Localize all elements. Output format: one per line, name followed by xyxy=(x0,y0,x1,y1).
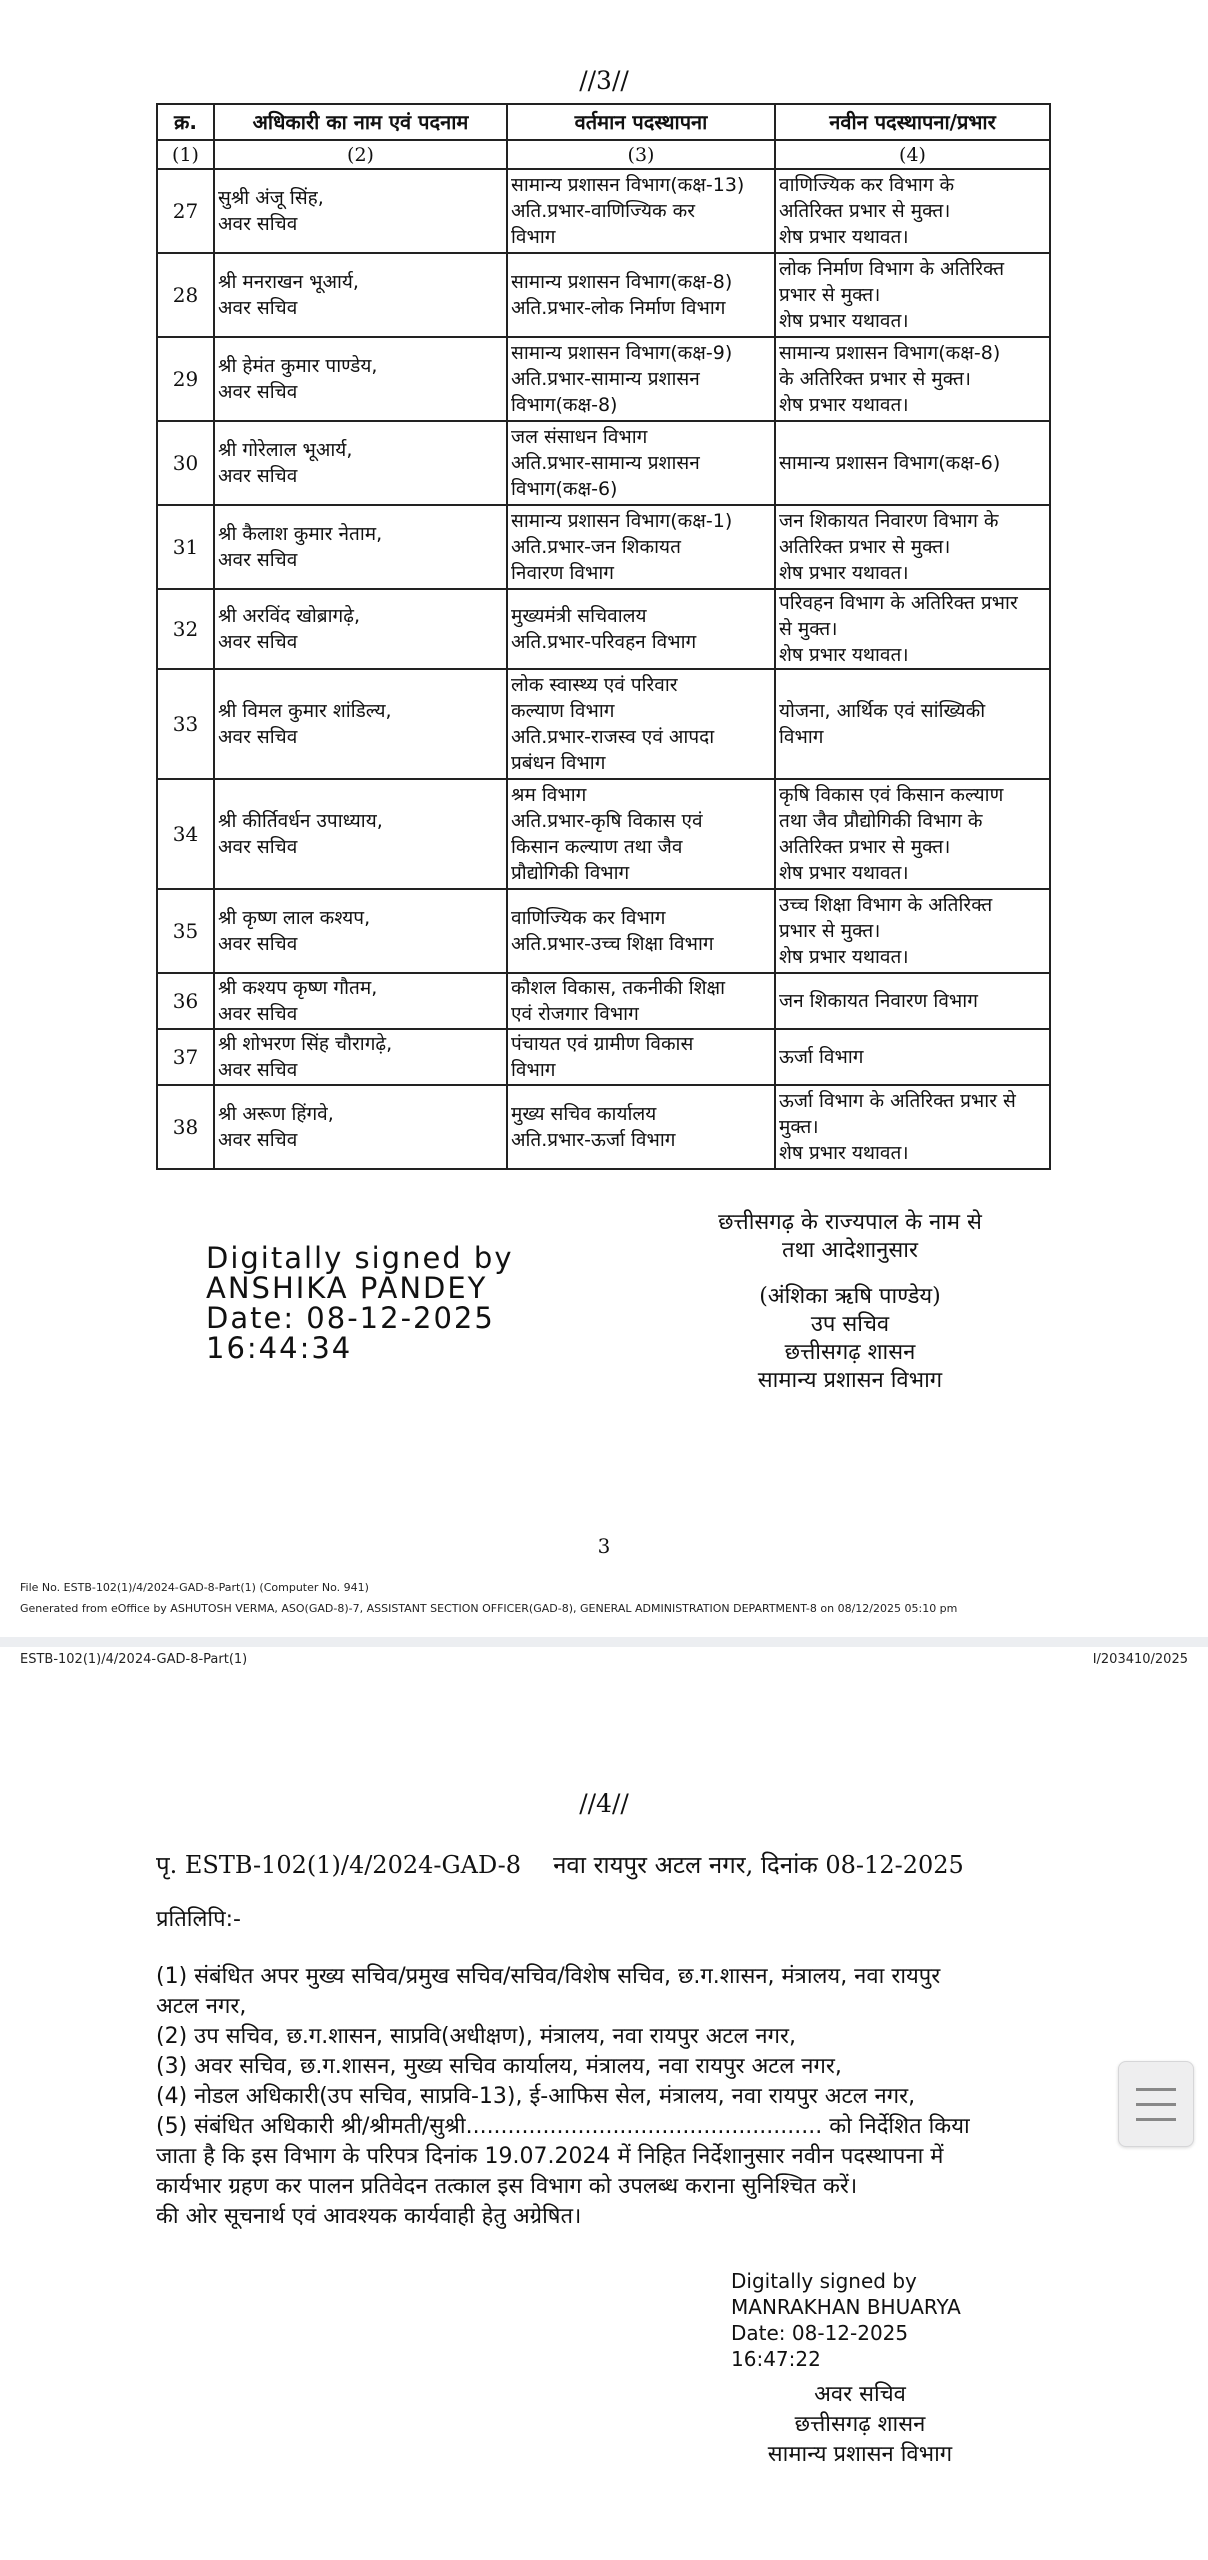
cell-line: विभाग(कक्ष-6) xyxy=(511,478,618,500)
cell-line: जन शिकायत निवारण विभाग xyxy=(779,990,978,1012)
cell-line: श्री विमल कुमार शांडिल्य, xyxy=(218,700,392,722)
page4-header-file: ESTB-102(1)/4/2024-GAD-8-Part(1) xyxy=(20,1652,248,1667)
table-header-row xyxy=(157,104,1050,140)
copy-label: प्रतिलिपि:- xyxy=(156,1907,241,1932)
current-posting-cell xyxy=(507,589,775,669)
cell-line: मुक्त। xyxy=(779,1116,819,1138)
footer-generated: Generated from eOffice by ASHUTOSH VERMA, ASO(GAD-8)-7, ASSISTANT SECTION OFFICER(GAD-8), GENERAL ADMINISTRATION DEPARTMENT-8 on 08/12/2025 05:10 pm xyxy=(20,1602,958,1615)
cell-line: प्रभार से मुक्त। xyxy=(779,920,881,942)
signature-line: ANSHIKA PANDEY xyxy=(206,1271,488,1305)
current-posting-cell xyxy=(507,889,775,973)
current-posting-cell xyxy=(507,1085,775,1169)
officer-name-cell xyxy=(214,889,507,973)
table-row xyxy=(157,1085,1050,1169)
signature-line: 16:44:34 xyxy=(206,1331,353,1365)
cell-line: के अतिरिक्त प्रभार से मुक्त। xyxy=(779,368,972,390)
cell-line: सामान्य प्रशासन विभाग(कक्ष-8) xyxy=(511,271,733,293)
cell-line: ऊर्जा विभाग xyxy=(779,1046,864,1068)
table-row xyxy=(157,589,1050,669)
copy-list-line: (2) उप सचिव, छ.ग.शासन, साप्रवि(अधीक्षण), मंत्रालय, नवा रायपुर अटल नगर, xyxy=(156,2024,796,2049)
table-subheader-row xyxy=(157,140,1050,169)
cell-line: अति.प्रभार-कृषि विकास एवं xyxy=(511,810,703,832)
serial-cell: 37 xyxy=(157,1029,214,1085)
cell-line: जन शिकायत निवारण विभाग के xyxy=(779,510,999,532)
table-row xyxy=(157,1029,1050,1085)
copy-list-line: की ओर सूचनार्थ एवं आवश्यक कार्यवाही हेतु अग्रेषित। xyxy=(156,2204,582,2229)
signature-line: Date: 08-12-2025 xyxy=(731,2321,909,2345)
new-posting-cell xyxy=(775,669,1050,779)
copy-list-line: अटल नगर, xyxy=(156,1994,247,2019)
cell-line: सामान्य प्रशासन विभाग(कक्ष-8) xyxy=(779,342,1001,364)
serial-cell: 28 xyxy=(157,253,214,337)
cell-line: सामान्य प्रशासन विभाग(कक्ष-9) xyxy=(511,342,733,364)
cell-line: विभाग xyxy=(511,1059,556,1081)
cell-line: शेष प्रभार यथावत। xyxy=(779,310,909,332)
new-posting-cell xyxy=(775,421,1050,505)
cell-line: वाणिज्यिक कर विभाग xyxy=(511,907,666,929)
serial-cell: 27 xyxy=(157,169,214,253)
cell-line: ऊर्जा विभाग के अतिरिक्त प्रभार से xyxy=(779,1090,1016,1112)
cell-line: शेष प्रभार यथावत। xyxy=(779,562,909,584)
cell-line: शेष प्रभार यथावत। xyxy=(779,1142,909,1164)
cell-line: निवारण विभाग xyxy=(511,562,614,584)
cell-line: अवर सचिव xyxy=(218,549,298,571)
cell-line: श्री कृष्ण लाल कश्यप, xyxy=(218,907,371,929)
cell-line: कृषि विकास एवं किसान कल्याण xyxy=(779,784,1004,806)
cell-line: श्री हेमंत कुमार पाण्डेय, xyxy=(218,355,378,377)
cell-line: लोक निर्माण विभाग के अतिरिक्त xyxy=(779,258,1005,280)
cell-line: अवर सचिव xyxy=(218,1003,298,1025)
copy-list-line: (1) संबंधित अपर मुख्य सचिव/प्रमुख सचिव/सचिव/विशेष सचिव, छ.ग.शासन, मंत्रालय, नवा रायपुर xyxy=(156,1964,941,1989)
subheader-4: (4) xyxy=(775,140,1050,169)
cell-line: अति.प्रभार-उच्च शिक्षा विभाग xyxy=(511,933,714,955)
new-posting-cell xyxy=(775,169,1050,253)
cell-line: अतिरिक्त प्रभार से मुक्त। xyxy=(779,536,951,558)
cell-line: उच्च शिक्षा विभाग के अतिरिक्त xyxy=(779,894,993,916)
cell-line: से मुक्त। xyxy=(779,618,838,640)
digital-signature-manrakhan xyxy=(731,2268,961,2372)
officer-name-cell xyxy=(214,253,507,337)
table-body xyxy=(157,169,1050,1169)
cell-line: तथा जैव प्रौद्योगिकी विभाग के xyxy=(779,810,983,832)
signature-line: Digitally signed by xyxy=(206,1241,514,1275)
cell-line: अति.प्रभार-परिवहन विभाग xyxy=(511,631,697,653)
page-number-3: 3 xyxy=(597,1534,611,1558)
copy-list-line: (4) नोडल अधिकारी(उप सचिव, साप्रवि-13), ई-आफिस सेल, मंत्रालय, नवा रायपुर अटल नगर, xyxy=(156,2084,916,2109)
cell-line: अति.प्रभार-राजस्व एवं आपदा xyxy=(511,726,715,748)
cell-line: प्रबंधन विभाग xyxy=(511,752,606,774)
table-row xyxy=(157,973,1050,1029)
serial-cell: 30 xyxy=(157,421,214,505)
cell-line: अवर सचिव xyxy=(218,631,298,653)
table-row xyxy=(157,779,1050,889)
cell-line: विभाग xyxy=(779,726,824,748)
signature-line: MANRAKHAN BHUARYA xyxy=(731,2295,961,2319)
copy-list-line: जाता है कि इस विभाग के परिपत्र दिनांक 19.07.2024 में निहित निर्देशानुसार नवीन पदस्थापना में xyxy=(156,2144,944,2169)
cell-line: श्री मनराखन भूआर्य, xyxy=(218,271,359,293)
serial-cell: 29 xyxy=(157,337,214,421)
officer-name-cell xyxy=(214,669,507,779)
officer-name-cell xyxy=(214,169,507,253)
order-line: छत्तीसगढ़ के राज्यपाल के नाम से xyxy=(718,1210,982,1235)
cell-line: अतिरिक्त प्रभार से मुक्त। xyxy=(779,200,951,222)
cell-line: श्री कश्यप कृष्ण गौतम, xyxy=(218,977,378,999)
current-posting-cell xyxy=(507,669,775,779)
reference-place-date: नवा रायपुर अटल नगर, दिनांक 08-12-2025 xyxy=(553,1851,964,1879)
serial-cell: 32 xyxy=(157,589,214,669)
cell-line: अतिरिक्त प्रभार से मुक्त। xyxy=(779,836,951,858)
cell-line: मुख्य सचिव कार्यालय xyxy=(511,1103,657,1125)
cell-line: सुश्री अंजू सिंह, xyxy=(218,187,324,209)
current-posting-cell xyxy=(507,169,775,253)
cell-line: सामान्य प्रशासन विभाग(कक्ष-13) xyxy=(511,174,745,196)
cell-line: अवर सचिव xyxy=(218,213,298,235)
new-posting-cell xyxy=(775,589,1050,669)
cell-line: शेष प्रभार यथावत। xyxy=(779,226,909,248)
digital-signature-anshika xyxy=(206,1243,513,1363)
new-posting-cell xyxy=(775,253,1050,337)
cell-line: अवर सचिव xyxy=(218,465,298,487)
copy-list xyxy=(156,1962,1061,2232)
current-posting-cell xyxy=(507,1029,775,1085)
cell-line: श्री गोरेलाल भूआर्य, xyxy=(218,439,353,461)
subheader-2: (2) xyxy=(214,140,507,169)
subheader-1: (1) xyxy=(157,140,214,169)
current-posting-cell xyxy=(507,779,775,889)
cell-line: अति.प्रभार-जन शिकायत xyxy=(511,536,681,558)
cell-line: अति.प्रभार-वाणिज्यिक कर xyxy=(511,200,695,222)
cell-line: अवर सचिव xyxy=(218,836,298,858)
table-row xyxy=(157,337,1050,421)
serial-cell: 31 xyxy=(157,505,214,589)
new-posting-cell xyxy=(775,337,1050,421)
new-posting-cell xyxy=(775,779,1050,889)
new-posting-cell xyxy=(775,889,1050,973)
order-signatory-block xyxy=(660,1209,1040,1395)
reference-line xyxy=(156,1848,964,1881)
page-separator xyxy=(0,1637,1208,1647)
table-row xyxy=(157,889,1050,973)
serial-cell: 33 xyxy=(157,669,214,779)
copy-list-line: कार्यभार ग्रहण कर पालन प्रतिवेदन तत्काल इस विभाग को उपलब्ध कराना सुनिश्चित करें। xyxy=(156,2174,858,2199)
page4-header-number: I/203410/2025 xyxy=(1092,1652,1188,1667)
cell-line: प्रभार से मुक्त। xyxy=(779,284,881,306)
cell-line: कौशल विकास, तकनीकी शिक्षा xyxy=(511,977,726,999)
header-current-posting: वर्तमान पदस्थापना xyxy=(507,104,775,140)
officer-name-cell xyxy=(214,779,507,889)
header-serial: क्र. xyxy=(157,104,214,140)
cell-line: सामान्य प्रशासन विभाग(कक्ष-1) xyxy=(511,510,733,532)
order-line: सामान्य प्रशासन विभाग xyxy=(757,1368,943,1393)
cell-line: अति.प्रभार-सामान्य प्रशासन xyxy=(511,368,700,390)
current-posting-cell xyxy=(507,253,775,337)
officer-name-cell xyxy=(214,505,507,589)
cell-line: शेष प्रभार यथावत। xyxy=(779,946,909,968)
cell-line: श्री कैलाश कुमार नेताम, xyxy=(218,523,383,545)
cell-line: अति.प्रभार-ऊर्जा विभाग xyxy=(511,1129,676,1151)
new-posting-cell xyxy=(775,505,1050,589)
serial-cell: 36 xyxy=(157,973,214,1029)
order-line: तथा आदेशानुसार xyxy=(782,1238,918,1263)
cell-line: किसान कल्याण तथा जैव xyxy=(511,836,683,858)
cell-line: श्री अरूण हिंगवे, xyxy=(218,1103,334,1125)
new-posting-cell xyxy=(775,973,1050,1029)
officer-name-cell xyxy=(214,589,507,669)
table-row xyxy=(157,421,1050,505)
signature-line: Date: 08-12-2025 xyxy=(206,1301,495,1335)
current-posting-cell xyxy=(507,421,775,505)
cell-line: सामान्य प्रशासन विभाग(कक्ष-6) xyxy=(779,452,1001,474)
hamburger-menu-icon[interactable] xyxy=(1118,2061,1194,2147)
copy-list-line: (3) अवर सचिव, छ.ग.शासन, मुख्य सचिव कार्यालय, मंत्रालय, नवा रायपुर अटल नगर, xyxy=(156,2054,842,2079)
cell-line: अवर सचिव xyxy=(218,726,298,748)
signature-line: 16:47:22 xyxy=(731,2347,821,2371)
current-posting-cell xyxy=(507,505,775,589)
cell-line: विभाग xyxy=(511,226,556,248)
new-posting-cell xyxy=(775,1085,1050,1169)
subheader-3: (3) xyxy=(507,140,775,169)
cell-line: अवर सचिव xyxy=(218,381,298,403)
cell-line: पंचायत एवं ग्रामीण विकास xyxy=(511,1033,694,1055)
current-posting-cell xyxy=(507,337,775,421)
cell-line: श्री अरविंद खोब्रागढ़े, xyxy=(218,605,360,627)
signatory-block xyxy=(700,2380,1020,2470)
officer-name-cell xyxy=(214,1029,507,1085)
officer-name-cell xyxy=(214,973,507,1029)
reference-number: पृ. ESTB-102(1)/4/2024-GAD-8 xyxy=(156,1851,522,1879)
officer-name-cell xyxy=(214,1085,507,1169)
table-row xyxy=(157,169,1050,253)
header-officer-name: अधिकारी का नाम एवं पदनाम xyxy=(214,104,507,140)
signatory-line: सामान्य प्रशासन विभाग xyxy=(767,2442,953,2467)
table-row xyxy=(157,505,1050,589)
current-posting-cell xyxy=(507,973,775,1029)
copy-list-line: (5) संबंधित अधिकारी श्री/श्रीमती/सुश्री................................................... को निर्देशित किया xyxy=(156,2114,970,2139)
cell-line: अवर सचिव xyxy=(218,933,298,955)
serial-cell: 35 xyxy=(157,889,214,973)
cell-line: कल्याण विभाग xyxy=(511,700,615,722)
cell-line: अवर सचिव xyxy=(218,297,298,319)
order-line: (अंशिका ऋषि पाण्डेय) xyxy=(759,1284,941,1309)
order-line: उप सचिव xyxy=(810,1312,890,1337)
serial-cell: 34 xyxy=(157,779,214,889)
signatory-line: अवर सचिव xyxy=(814,2382,906,2407)
cell-line: श्रम विभाग xyxy=(511,784,587,806)
cell-line: श्री शोभरण सिंह चौरागढ़े, xyxy=(218,1033,393,1055)
footer-file-no: File No. ESTB-102(1)/4/2024-GAD-8-Part(1) (Computer No. 941) xyxy=(20,1581,369,1594)
officer-name-cell xyxy=(214,337,507,421)
signatory-line: छत्तीसगढ़ शासन xyxy=(794,2412,926,2437)
signature-line: Digitally signed by xyxy=(731,2269,917,2293)
cell-line: विभाग(कक्ष-8) xyxy=(511,394,618,416)
order-line: छत्तीसगढ़ शासन xyxy=(784,1340,916,1365)
cell-line: अति.प्रभार-लोक निर्माण विभाग xyxy=(511,297,726,319)
cell-line: शेष प्रभार यथावत। xyxy=(779,644,909,666)
officer-name-cell xyxy=(214,421,507,505)
cell-line: अवर सचिव xyxy=(218,1059,298,1081)
cell-line: अति.प्रभार-सामान्य प्रशासन xyxy=(511,452,700,474)
page-marker-3: //3// xyxy=(579,66,629,95)
cell-line: शेष प्रभार यथावत। xyxy=(779,394,909,416)
transfer-table xyxy=(156,103,1051,1170)
serial-cell: 38 xyxy=(157,1085,214,1169)
cell-line: एवं रोजगार विभाग xyxy=(511,1003,639,1025)
cell-line: शेष प्रभार यथावत। xyxy=(779,862,909,884)
cell-line: वाणिज्यिक कर विभाग के xyxy=(779,174,955,196)
header-new-posting: नवीन पदस्थापना/प्रभार xyxy=(775,104,1050,140)
new-posting-cell xyxy=(775,1029,1050,1085)
cell-line: योजना, आर्थिक एवं सांख्यिकी xyxy=(779,700,986,722)
cell-line: प्रौद्योगिकी विभाग xyxy=(511,862,630,884)
cell-line: मुख्यमंत्री सचिवालय xyxy=(511,605,647,627)
cell-line: जल संसाधन विभाग xyxy=(511,426,648,448)
cell-line: श्री कीर्तिवर्धन उपाध्याय, xyxy=(218,810,383,832)
cell-line: परिवहन विभाग के अतिरिक्त प्रभार xyxy=(779,592,1018,614)
table-row xyxy=(157,253,1050,337)
cell-line: अवर सचिव xyxy=(218,1129,298,1151)
page-marker-4: //4// xyxy=(579,1789,629,1818)
table-row xyxy=(157,669,1050,779)
cell-line: लोक स्वास्थ्य एवं परिवार xyxy=(511,674,678,696)
